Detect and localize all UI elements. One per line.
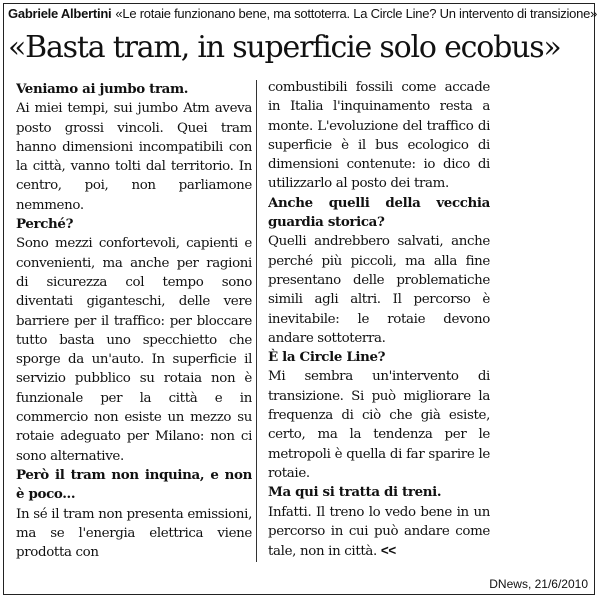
answer: Sono mezzi confortevoli, capienti e convenienti, ma anche per ragioni di sicurezza col tempo sono diventati giganteschi, delle vere barriere per il traffico: per bloccare tutto basta uno specchietto che sporge da un'auto. In superficie il servizio pubblico su rotaia non è funzionale per la città e in commercio non esiste un mezzo su rotaie adeguato per Milano: non ci sono alternative. [16, 236, 252, 464]
kicker-quote: «Le rotaie funzionano bene, ma sottoterra. La Circle Line? Un intervento di transizione» [115, 6, 598, 21]
end-mark: << [380, 543, 396, 559]
source-credit: DNews, 21/6/2010 [489, 577, 588, 591]
answer: Mi sembra un'intervento di transizione. Si può migliorare la frequenza di ciò che già esiste, certo, ma la tendenza per le metropoli è quella di far sparire le rotaie. [268, 369, 490, 481]
interviewee-name: Gabriele Albertini [8, 6, 112, 21]
answer: Quelli andrebbero salvati, anche perché più piccoli, ma alla fine presentano delle problematiche simili agli altri. Il percorso è inevitabile: le rotaie devono andare sottoterra. [268, 234, 490, 346]
answer: Ai miei tempi, sui jumbo Atm aveva posto grossi vincoli. Quei tram hanno dimensioni incompatibili con la città, vanno tolti dal territorio. In centro, poi, non parliamone nemmeno. [16, 101, 252, 213]
headline: «Basta tram, in superficie solo ecobus» [8, 30, 561, 65]
question: Anche quelli della vecchia guardia storica? [268, 194, 490, 231]
question: Ma qui si tratta di treni. [268, 484, 442, 501]
question: Perché? [16, 216, 74, 233]
question: Veniamo ai jumbo tram. [16, 81, 189, 97]
question: Però il tram non inquina, e non è poco... [16, 466, 252, 503]
article-column-left [16, 80, 252, 590]
column-divider [256, 80, 257, 562]
question: È la Circle Line? [268, 349, 386, 366]
answer [268, 503, 490, 562]
answer-text: Infatti. Il treno lo vedo bene in un percorso in cui può andare come tale, non in città. [268, 504, 490, 560]
kicker [8, 6, 598, 22]
article-column-right [268, 78, 490, 588]
answer: In sé il tram non presenta emissioni, ma se l'energia elettrica viene prodotta con [16, 506, 252, 561]
answer: combustibili fossili come accade in Italia l'inquinamento resta a monte. L'evoluzione del traffico di superficie è il bus ecologico di dimensioni contenute: io dico di utilizzarlo al posto dei tram. [268, 80, 490, 192]
